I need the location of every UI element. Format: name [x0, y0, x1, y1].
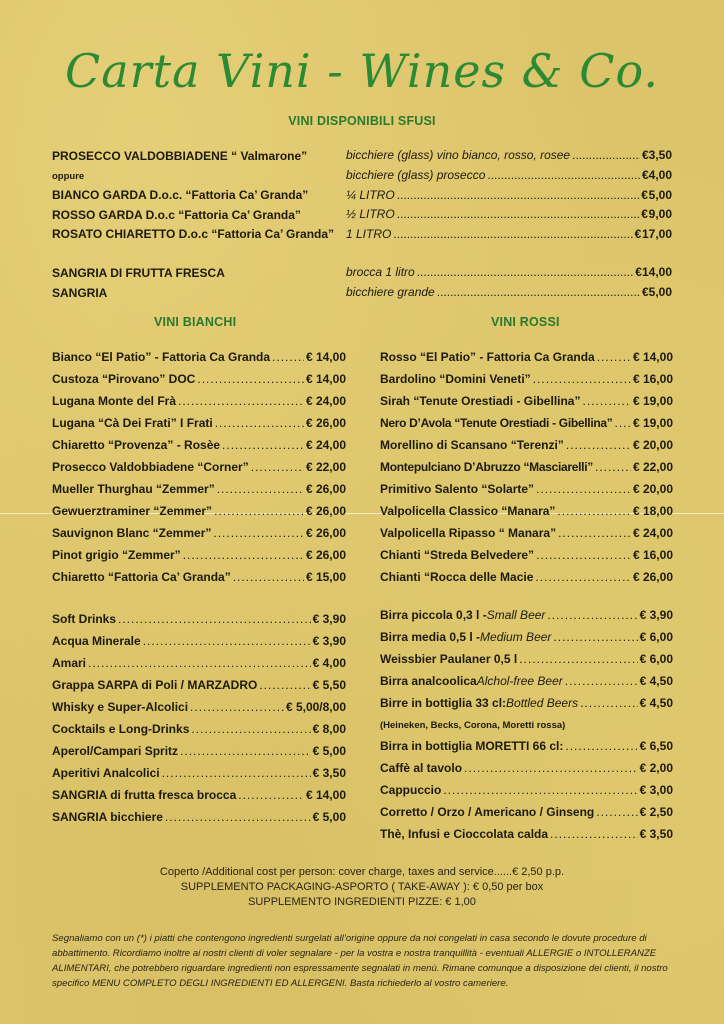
bianchi-heading: VINI BIANCHI	[154, 315, 237, 329]
rossi-item: Chianti “Streda Belvedere” ..... € 16,00	[380, 548, 673, 566]
beer-item: Birra in bottiglia MORETTI 66 cl: ..... € 6,50	[380, 739, 673, 757]
bianchi-item: Pinot grigio “Zemmer” ..... € 26,00	[52, 548, 346, 566]
bianchi-item: Chiaretto “Fattoria Ca’ Granda” ..... € 15,00	[52, 570, 346, 588]
coffee-item: Corretto / Orzo / Americano / Ginseng ..... € 2,50	[380, 805, 673, 823]
bianchi-item: Sauvignon Blanc “Zemmer” ..... € 26,00	[52, 526, 346, 544]
pizza-supplement-note: SUPPLEMENTO INGREDIENTI PIZZE: € 1,00	[248, 896, 476, 908]
drink-item: Grappa SARPA di Poli / MARZADRO ..... € 5,50	[52, 678, 346, 696]
sfusi-label: PROSECCO VALDOBBIADENE “ Valmarone”	[52, 149, 308, 163]
drink-item: Soft Drinks ..... € 3,90	[52, 612, 346, 630]
sangria-label: SANGRIA	[52, 286, 108, 300]
beer-item: Birra piccola 0,3 l - Small Beer ..... € 3,90	[380, 608, 673, 626]
bianchi-item: Prosecco Valdobbiadene “Corner” ..... € 22,00	[52, 460, 346, 478]
beer-item: Birra analcoolica Alchol-free Beer ..... € 4,50	[380, 674, 673, 692]
drink-item: SANGRIA bicchiere ..... € 5,00	[52, 810, 346, 828]
beer-item: Birra media 0,5 l - Medium Beer ..... € 6,00	[380, 630, 673, 648]
sfusi-label: BIANCO GARDA D.o.c. “Fattoria Ca’ Granda”	[52, 188, 309, 202]
rossi-item: Valpolicella Classico “Manara” ..... € 18,00	[380, 504, 673, 522]
sfusi-label: ROSSO GARDA D.o.c “Fattoria Ca’ Granda”	[52, 208, 301, 222]
drink-item: Aperol/Campari Spritz ..... € 5,00	[52, 744, 346, 762]
rossi-heading: VINI ROSSI	[491, 315, 560, 329]
beer-item: Weissbier Paulaner 0,5 l ..... € 6,00	[380, 652, 673, 670]
rossi-item: Rosso “El Patio” - Fattoria Ca Granda ..... € 14,00	[380, 350, 673, 368]
page-title: Carta Vini - Wines & Co.	[65, 44, 659, 98]
coffee-item: Cappuccio ..... € 3,00	[380, 783, 673, 801]
sfusi-label: ROSATO CHIARETTO D.o.c “Fattoria Ca’ Granda”	[52, 227, 335, 241]
sfusi-price-row: bicchiere (glass) prosecco ..... € 4,00	[346, 168, 672, 186]
sfusi-price-row: ½ LITRO ..... € 9,00	[346, 207, 672, 225]
drink-item: Cocktails e Long-Drinks ..... € 8,00	[52, 722, 346, 740]
bottled-beers-note: (Heineken, Becks, Corona, Moretti rossa)	[380, 720, 566, 731]
bianchi-item: Mueller Thurghau “Zemmer” ..... € 26,00	[52, 482, 346, 500]
sangria-price-row: bicchiere grande ..... € 5,00	[346, 285, 672, 303]
bianchi-item: Chiaretto “Provenza” - Rosèe ..... € 24,00	[52, 438, 346, 456]
sangria-price-row: brocca 1 litro ..... € 14,00	[346, 265, 672, 283]
drink-item: Acqua Minerale ..... € 3,90	[52, 634, 346, 652]
sfusi-price-row: bicchiere (glass) vino bianco, rosso, rosee ..... € 3,50	[346, 148, 672, 166]
rossi-item: Montepulciano D’Abruzzo “Masciarelli” ..... € 22,00	[380, 460, 673, 478]
coffee-item: Caffè al tavolo ..... € 2,00	[380, 761, 673, 779]
coffee-item: Thè, Infusi e Cioccolata calda ..... € 3,50	[380, 827, 673, 845]
rossi-item: Nero D’Avola “Tenute Orestiadi - Gibellina” ..... € 19,00	[380, 416, 673, 434]
bianchi-item: Lugana “Cà Dei Frati” I Frati ..... € 26,00	[52, 416, 346, 434]
rossi-item: Chianti “Rocca delle Macie ..... € 26,00	[380, 570, 673, 588]
drink-item: Whisky e Super-Alcolici ..... € 5,00/8,00	[52, 700, 346, 718]
rossi-item: Sirah “Tenute Orestiadi - Gibellina” ..... € 19,00	[380, 394, 673, 412]
rossi-item: Valpolicella Ripasso “ Manara” ..... € 24,00	[380, 526, 673, 544]
sfusi-price-row: 1 LITRO ..... € 17,00	[346, 227, 672, 245]
cover-charge-note: Coperto /Additional cost per person: cover charge, taxes and service......€ 2,50 p.p.	[159, 866, 565, 878]
packaging-supplement-note: SUPPLEMENTO PACKAGING-ASPORTO ( TAKE-AWAY ): € 0,50 per box	[180, 881, 544, 893]
allergen-disclaimer: Segnaliamo con un (*) i piatti che contengono ingredienti surgelati all’origine oppure da noi congelati in casa secondo le dovute procedure di abbattimento. Ricordiamo inoltre ai nostri clienti di voler segnalare - per la vostra e nostra tranquillità - eventuali ALLERGIE o INTOLLERANZE ALIMENTARI, che potrebbero riguardare ingredienti non espressamente segnalati in menù. Rimane comunque a disposizione dei clienti, il nostro specifico MENU COMPLETO DEGLI INGREDIENTI ED ALLERGENI. Basta richiederlo al vostro cameriere.	[52, 933, 668, 989]
bianchi-item: Gewuerztraminer “Zemmer” ..... € 26,00	[52, 504, 346, 522]
sfusi-heading: VINI DISPONIBILI SFUSI	[288, 114, 436, 128]
drink-item: SANGRIA di frutta fresca brocca ..... € 14,00	[52, 788, 346, 806]
sfusi-price-row: ¼ LITRO ..... € 5,00	[346, 188, 672, 206]
beer-item: Birre in bottiglia 33 cl: Bottled Beers ..... € 4,50	[380, 696, 673, 714]
bianchi-item: Custoza “Pirovano” DOC ..... € 14,00	[52, 372, 346, 390]
bianchi-item: Bianco “El Patio” - Fattoria Ca Granda ..... € 14,00	[52, 350, 346, 368]
rossi-item: Primitivo Salento “Solarte” ..... € 20,00	[380, 482, 673, 500]
drink-item: Amari ..... € 4,00	[52, 656, 346, 674]
rossi-item: Morellino di Scansano “Terenzi” ..... € 20,00	[380, 438, 673, 456]
rossi-item: Bardolino “Domini Veneti” ..... € 16,00	[380, 372, 673, 390]
sangria-label: SANGRIA DI FRUTTA FRESCA	[52, 266, 225, 280]
sfusi-label: oppure	[52, 171, 85, 182]
drink-item: Aperitivi Analcolici ..... € 3,50	[52, 766, 346, 784]
bianchi-item: Lugana Monte del Frà ..... € 24,00	[52, 394, 346, 412]
